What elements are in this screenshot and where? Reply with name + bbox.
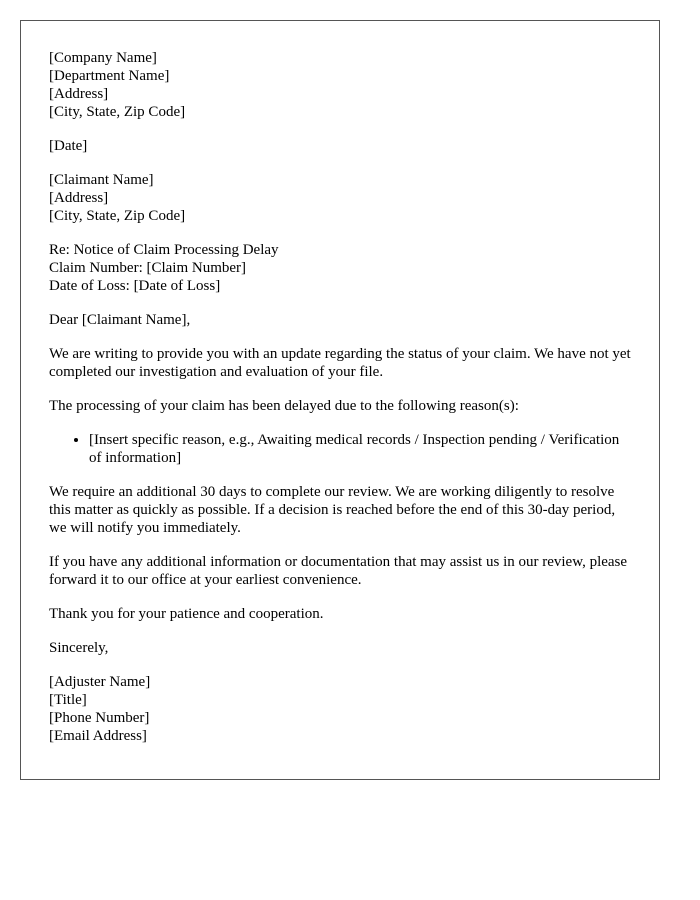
letter-date: [Date] (49, 138, 88, 154)
recipient-name: [Claimant Name] (49, 172, 154, 188)
claim-number-line: Claim Number: [Claim Number] (49, 260, 247, 276)
recipient-address: [Address] (49, 190, 109, 206)
signature-title: [Title] (49, 692, 87, 708)
date-block (49, 137, 631, 155)
sender-department: [Department Name] (49, 68, 170, 84)
recipient-block (49, 171, 631, 225)
date-of-loss-line: Date of Loss: [Date of Loss] (49, 278, 221, 294)
subject-line: Re: Notice of Claim Processing Delay (49, 242, 279, 258)
reasons-intro-paragraph: The processing of your claim has been delayed due to the following reason(s): (49, 398, 519, 414)
sender-city: [City, State, Zip Code] (49, 104, 186, 120)
closing: Sincerely, (49, 640, 109, 656)
signature-phone: [Phone Number] (49, 710, 150, 726)
reason-item: • [Insert specific reason, e.g., Awaiting medical records / Inspection pending / Verification of information] (89, 431, 631, 467)
recipient-city: [City, State, Zip Code] (49, 208, 186, 224)
signature-email: [Email Address] (49, 728, 147, 744)
sender-block (49, 49, 631, 121)
request-paragraph: If you have any additional information or documentation that may assist us in our review, please forward it to our office at your earliest convenience. (49, 554, 628, 588)
thanks-paragraph: Thank you for your patience and cooperation. (49, 606, 324, 622)
signature-name: [Adjuster Name] (49, 674, 151, 690)
intro-paragraph: We are writing to provide you with an update regarding the status of your claim. We have not yet completed our investigation and evaluation of your file. (49, 346, 631, 380)
sender-company: [Company Name] (49, 50, 157, 66)
reference-block (49, 241, 631, 295)
salutation: Dear [Claimant Name], (49, 312, 191, 328)
timeline-paragraph: We require an additional 30 days to complete our review. We are working diligently to resolve this matter as quickly as possible. If a decision is reached before the end of this 30-day period, we will notify you immediately. (49, 484, 616, 536)
letter-page (20, 20, 660, 780)
signature-block (49, 673, 631, 745)
sender-address: [Address] (49, 86, 109, 102)
reasons-list (49, 431, 631, 467)
